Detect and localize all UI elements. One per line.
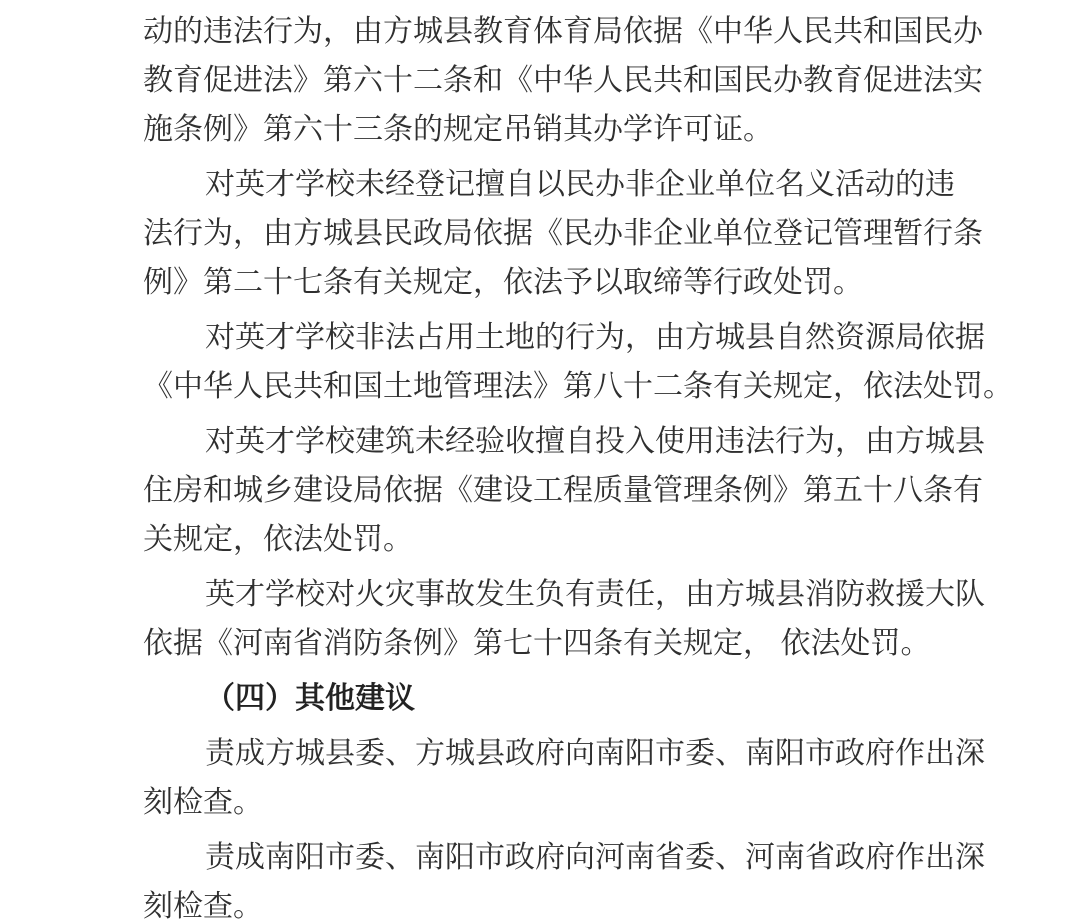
text-line: 关规定，依法处罚。 — [143, 523, 413, 556]
document-text-block — [143, 7, 1013, 922]
text-line: 依据《河南省消防条例》第七十四条有关规定， 依法处罚。 — [143, 627, 931, 660]
text-line: 住房和城乡建设局依据《建设工程质量管理条例》第五十八条有 — [143, 474, 983, 507]
text-line: 例》第二十七条有关规定，依法予以取缔等行政处罚。 — [143, 266, 863, 299]
text-line: 刻检查。 — [143, 786, 263, 819]
paragraph-continuation — [143, 7, 983, 154]
paragraph — [143, 729, 985, 827]
text-line: 责成南阳市委、南阳市政府向河南省委、河南省政府作出深 — [205, 841, 985, 874]
text-line: 对英才学校建筑未经验收擅自投入使用违法行为，由方城县 — [205, 425, 985, 458]
text-line: 教育促进法》第六十二条和《中华人民共和国民办教育促进法实 — [143, 64, 983, 97]
section-heading — [143, 674, 953, 723]
paragraph — [143, 570, 985, 668]
text-line: 刻检查。 — [143, 890, 263, 922]
text-line: 对英才学校非法占用土地的行为，由方城县自然资源局依据 — [205, 321, 985, 354]
text-line: 《中华人民共和国土地管理法》第八十二条有关规定，依法处罚。 — [143, 370, 1013, 403]
paragraph — [143, 313, 1013, 411]
text-line: 英才学校对火灾事故发生负有责任，由方城县消防救援大队 — [205, 578, 985, 611]
paragraph — [143, 417, 985, 564]
paragraph — [143, 160, 983, 307]
text-line: 动的违法行为，由方城县教育体育局依据《中华人民共和国民办 — [143, 15, 983, 48]
section-heading-text: （四）其他建议 — [205, 682, 415, 715]
text-line: 施条例》第六十三条的规定吊销其办学许可证。 — [143, 113, 773, 146]
text-line: 责成方城县委、方城县政府向南阳市委、南阳市政府作出深 — [205, 737, 985, 770]
paragraph — [143, 833, 985, 922]
text-line: 法行为，由方城县民政局依据《民办非企业单位登记管理暂行条 — [143, 217, 983, 250]
text-line: 对英才学校未经登记擅自以民办非企业单位名义活动的违 — [205, 168, 955, 201]
